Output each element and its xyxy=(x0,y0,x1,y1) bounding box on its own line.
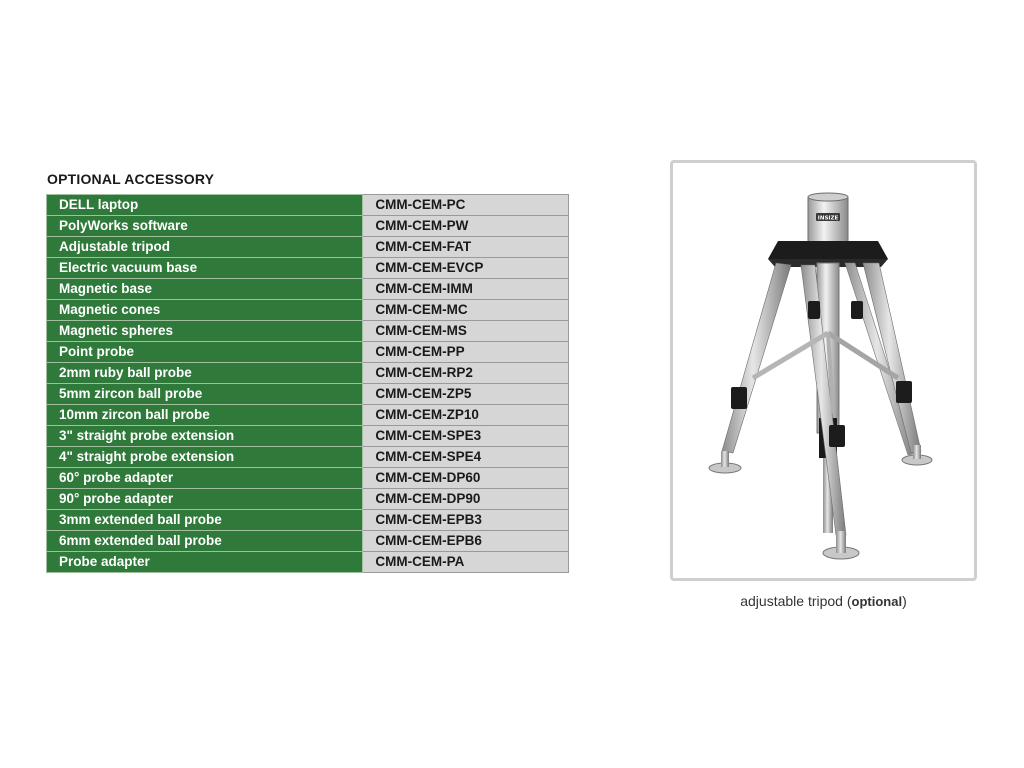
table-row xyxy=(47,279,569,300)
tripod-image xyxy=(673,163,974,578)
accessory-name: Adjustable tripod xyxy=(47,237,363,258)
accessory-code: CMM-CEM-SPE3 xyxy=(363,426,569,447)
accessory-name: 3" straight probe extension xyxy=(47,426,363,447)
table-row xyxy=(47,531,569,552)
accessory-code: CMM-CEM-DP60 xyxy=(363,468,569,489)
accessory-code: CMM-CEM-PA xyxy=(363,552,569,573)
accessory-code: CMM-CEM-EPB6 xyxy=(363,531,569,552)
table-row xyxy=(47,426,569,447)
caption-optional: optional xyxy=(851,594,903,609)
accessory-table xyxy=(46,194,569,573)
table-row xyxy=(47,195,569,216)
accessory-code: CMM-CEM-PW xyxy=(363,216,569,237)
tripod-caption xyxy=(670,593,977,609)
accessory-code: CMM-CEM-ZP10 xyxy=(363,405,569,426)
accessory-name: Electric vacuum base xyxy=(47,258,363,279)
table-row xyxy=(47,468,569,489)
table-row xyxy=(47,510,569,531)
table-row xyxy=(47,405,569,426)
caption-main: adjustable tripod ( xyxy=(740,593,852,609)
table-row xyxy=(47,321,569,342)
accessory-table-body xyxy=(47,195,569,573)
accessory-code: CMM-CEM-IMM xyxy=(363,279,569,300)
table-row xyxy=(47,216,569,237)
accessory-code: CMM-CEM-RP2 xyxy=(363,363,569,384)
section-title: OPTIONAL ACCESSORY xyxy=(47,171,215,187)
table-row xyxy=(47,363,569,384)
table-row xyxy=(47,237,569,258)
accessory-code: CMM-CEM-EPB3 xyxy=(363,510,569,531)
accessory-code: CMM-CEM-EVCP xyxy=(363,258,569,279)
accessory-name: 90° probe adapter xyxy=(47,489,363,510)
accessory-name: 10mm zircon ball probe xyxy=(47,405,363,426)
table-row xyxy=(47,489,569,510)
accessory-name: DELL laptop xyxy=(47,195,363,216)
accessory-name: 4" straight probe extension xyxy=(47,447,363,468)
accessory-code: CMM-CEM-SPE4 xyxy=(363,447,569,468)
accessory-code: CMM-CEM-MC xyxy=(363,300,569,321)
table-row xyxy=(47,384,569,405)
accessory-code: CMM-CEM-PC xyxy=(363,195,569,216)
accessory-name: 60° probe adapter xyxy=(47,468,363,489)
accessory-name: 5mm zircon ball probe xyxy=(47,384,363,405)
tripod-photo-frame xyxy=(670,160,977,581)
accessory-name: Point probe xyxy=(47,342,363,363)
accessory-name: Magnetic cones xyxy=(47,300,363,321)
accessory-code: CMM-CEM-ZP5 xyxy=(363,384,569,405)
table-row xyxy=(47,552,569,573)
caption-end: ) xyxy=(902,593,907,609)
accessory-code: CMM-CEM-PP xyxy=(363,342,569,363)
tripod-logo: INSIZE xyxy=(817,215,839,222)
accessory-name: 2mm ruby ball probe xyxy=(47,363,363,384)
accessory-name: PolyWorks software xyxy=(47,216,363,237)
accessory-name: 6mm extended ball probe xyxy=(47,531,363,552)
accessory-code: CMM-CEM-MS xyxy=(363,321,569,342)
table-row xyxy=(47,258,569,279)
accessory-name: Magnetic spheres xyxy=(47,321,363,342)
accessory-code: CMM-CEM-DP90 xyxy=(363,489,569,510)
accessory-name: Magnetic base xyxy=(47,279,363,300)
table-row xyxy=(47,300,569,321)
table-row xyxy=(47,342,569,363)
accessory-name: 3mm extended ball probe xyxy=(47,510,363,531)
accessory-name: Probe adapter xyxy=(47,552,363,573)
accessory-code: CMM-CEM-FAT xyxy=(363,237,569,258)
table-row xyxy=(47,447,569,468)
